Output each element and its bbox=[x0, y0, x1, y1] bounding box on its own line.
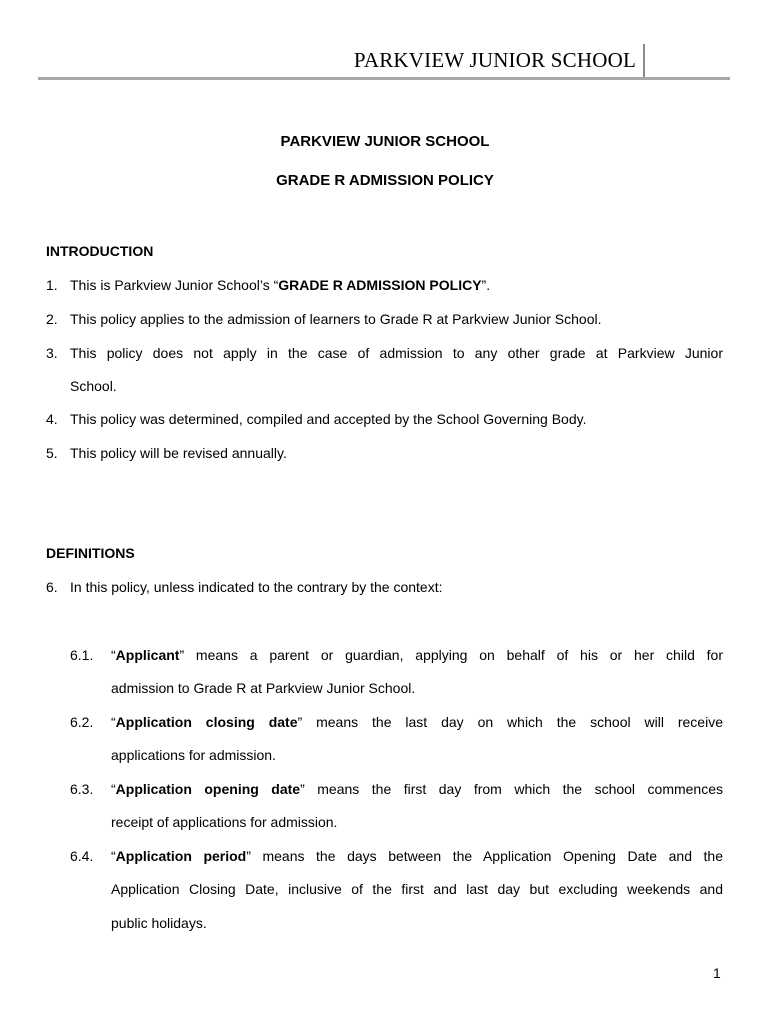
item-number-6: 6. bbox=[46, 579, 58, 595]
definition-applicant-line2: admission to Grade R at Parkview Junior School. bbox=[111, 680, 416, 696]
intro-item-3-line1: This policy does not apply in the case of admission to any other grade at Parkview Junior bbox=[70, 345, 723, 361]
running-header bbox=[38, 44, 730, 80]
intro-item-4: This policy was determined, compiled and accepted by the School Governing Body. bbox=[70, 411, 587, 427]
definition-application-period-line2: Application Closing Date, inclusive of the first and last day but excluding weekends and bbox=[111, 881, 723, 897]
school-title: PARKVIEW JUNIOR SCHOOL bbox=[280, 133, 490, 150]
definition-opening-date-line1: “Application opening date” means the first day from which the school commences bbox=[111, 781, 723, 797]
page-number: 1 bbox=[713, 965, 721, 981]
definition-application-period-line1: “Application period” means the days between the Application Opening Date and the bbox=[111, 848, 723, 864]
definitions-heading: DEFINITIONS bbox=[46, 545, 135, 561]
running-header-title: PARKVIEW JUNIOR SCHOOL bbox=[353, 48, 636, 72]
subitem-number-6-1: 6.1. bbox=[70, 647, 94, 663]
intro-item-3-line2: School. bbox=[70, 378, 117, 394]
introduction-heading: INTRODUCTION bbox=[46, 243, 154, 259]
definition-closing-date-line1: “Application closing date” means the last day on which the school will receive bbox=[111, 714, 723, 730]
policy-title: GRADE R ADMISSION POLICY bbox=[276, 172, 494, 189]
definitions-item-6: In this policy, unless indicated to the contrary by the context: bbox=[70, 579, 443, 595]
subitem-number-6-3: 6.3. bbox=[70, 781, 94, 797]
header-rule bbox=[38, 77, 730, 80]
subitem-number-6-2: 6.2. bbox=[70, 714, 94, 730]
intro-item-2: This policy applies to the admission of learners to Grade R at Parkview Junior School. bbox=[70, 311, 602, 327]
definition-application-period-line3: public holidays. bbox=[111, 915, 207, 931]
item-number-3: 3. bbox=[46, 345, 58, 361]
item-number-1: 1. bbox=[46, 277, 58, 293]
header-vertical-bar bbox=[643, 44, 645, 77]
definition-opening-date-line2: receipt of applications for admission. bbox=[111, 814, 338, 830]
intro-item-1: This is Parkview Junior School’s “GRADE R ADMISSION POLICY”. bbox=[70, 277, 491, 293]
definition-applicant-line1: “Applicant” means a parent or guardian, applying on behalf of his or her child for bbox=[111, 647, 723, 663]
intro-item-5: This policy will be revised annually. bbox=[70, 445, 287, 461]
item-number-4: 4. bbox=[46, 411, 58, 427]
item-number-5: 5. bbox=[46, 445, 58, 461]
subitem-number-6-4: 6.4. bbox=[70, 848, 94, 864]
item-number-2: 2. bbox=[46, 311, 58, 327]
definition-closing-date-line2: applications for admission. bbox=[111, 747, 276, 763]
